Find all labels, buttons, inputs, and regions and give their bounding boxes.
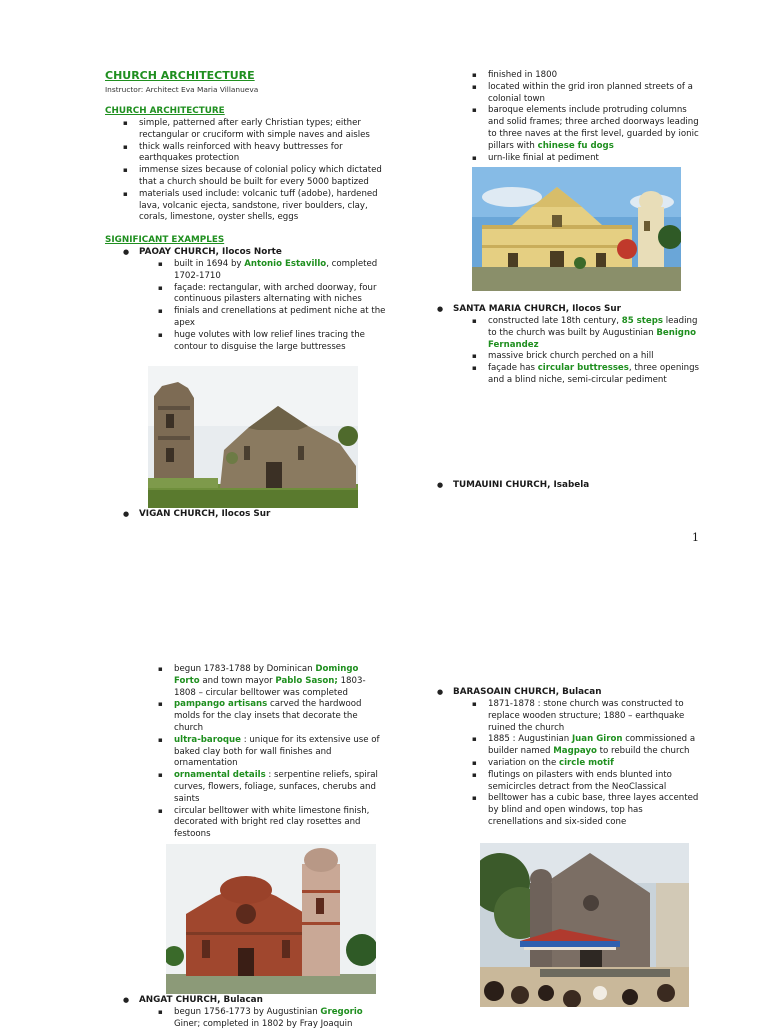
list-item: ▪ urn-like finial at pediment — [488, 153, 700, 165]
list-item: ▪ variation on the circle motif — [488, 758, 700, 770]
list-item: ▪ thick walls reinforced with heavy buttresses for earthquakes protection — [139, 142, 384, 166]
angat-list — [174, 1007, 386, 1031]
list-item: ▪ façade: rectangular, with arched doorway, four continuous pilasters alternating with niches — [174, 283, 386, 307]
list-item: ▪ circular belltower with white limestone finish, decorated with bright red clay rosettes and festoons — [174, 806, 386, 841]
santa-maria-heading: ● SANTA MARIA CHURCH, Ilocos Sur — [453, 304, 713, 316]
list-item: ▪ huge volutes with low relief lines tracing the contour to disguise the large buttresses — [174, 330, 386, 354]
tumauini-heading-list — [453, 480, 713, 492]
barasoain-heading-list — [453, 687, 713, 699]
vigan-heading-list — [139, 509, 399, 521]
paoay-heading: ● PAOAY CHURCH, Ilocos Norte — [139, 247, 399, 259]
santa-maria-list — [488, 316, 700, 387]
instructor-line: Instructor: Architect Eva Maria Villanueva — [105, 85, 259, 94]
list-item: ▪ 1885 : Augustinian Juan Giron commissioned a builder named Magpayo to rebuild the church — [488, 734, 700, 758]
paoay-heading-list — [139, 247, 399, 259]
list-item: ▪ finials and crenellations at pediment niche at the apex — [174, 306, 386, 330]
list-item: ▪ materials used include: volcanic tuff (adobe), hardened lava, volcanic ejecta, sandstone, river boulders, clay, corals, limestone, oyster shells, eggs — [139, 189, 384, 224]
document-title: CHURCH ARCHITECTURE — [105, 69, 255, 82]
examples-heading: SIGNIFICANT EXAMPLES — [105, 235, 225, 245]
paoay-church-photo — [148, 366, 358, 508]
list-item: ▪ flutings on pilasters with ends blunted into semicircles detract from the NeoClassical — [488, 770, 700, 794]
list-item: ▪ located within the grid iron planned streets of a colonial town — [488, 82, 700, 106]
list-item: ▪ pampango artisans carved the hardwood molds for the clay insets that decorate the church — [174, 699, 386, 734]
list-item: ▪ ornamental details : serpentine reliefs, spiral curves, flowers, foliage, sunfaces, cherubs and saints — [174, 770, 386, 805]
section-heading: CHURCH ARCHITECTURE — [105, 106, 225, 116]
list-item: ▪ finished in 1800 — [488, 70, 700, 82]
list-item: ▪ constructed late 18th century, 85 steps leading to the church was built by Augustinian Benigno Fernandez — [488, 316, 700, 351]
list-item: ▪ begun 1783-1788 by Dominican Domingo Forto and town mayor Pablo Sason; 1803-1808 – circular belltower was completed — [174, 664, 386, 699]
santa-maria-heading-list — [453, 304, 713, 316]
list-item: ▪ baroque elements include protruding columns and solid frames; three arched doorways leading to three naves at the first level, guarded by ionic pillars with chinese fu dogs — [488, 105, 700, 152]
list-item: ▪ begun 1756-1773 by Augustinian Gregorio Giner; completed in 1802 by Fray Joaquin — [174, 1007, 386, 1031]
angat-heading: ● ANGAT CHURCH, Bulacan — [139, 995, 399, 1007]
paoay-list — [174, 259, 386, 353]
vigan-church-photo — [472, 167, 681, 291]
list-item: ▪ façade has circular buttresses, three openings and a blind niche, semi-circular pediment — [488, 363, 700, 387]
tumauini-list — [174, 664, 386, 841]
page-number: 1 — [692, 531, 699, 544]
list-item: ▪ 1871-1878 : stone church was constructed to replace wooden structure; 1880 – earthquake ruined the church — [488, 699, 700, 734]
angat-heading-list — [139, 995, 399, 1007]
vigan-heading: ● VIGAN CHURCH, Ilocos Sur — [139, 509, 399, 521]
list-item: ▪ immense sizes because of colonial policy which dictated that a church should be built for every 5000 baptized — [139, 165, 384, 189]
list-item: ▪ massive brick church perched on a hill — [488, 351, 700, 363]
barasoain-list — [488, 699, 700, 829]
list-item: ▪ built in 1694 by Antonio Estavillo, completed 1702-1710 — [174, 259, 386, 283]
list-item: ▪ belltower has a cubic base, three layes accented by blind and open windows, top has crenellations and six-sided cone — [488, 793, 700, 828]
vigan-list — [488, 70, 700, 164]
barasoain-church-photo — [480, 843, 689, 1007]
list-item: ▪ ultra-baroque : unique for its extensive use of baked clay both for wall finishes and ornamentation — [174, 735, 386, 770]
tumauini-heading: ● TUMAUINI CHURCH, Isabela — [453, 480, 713, 492]
list-item: ▪ simple, patterned after early Christian types; either rectangular or cruciform with simple naves and aisles — [139, 118, 384, 142]
barasoain-heading: ● BARASOAIN CHURCH, Bulacan — [453, 687, 713, 699]
features-list — [139, 118, 384, 224]
tumauini-church-photo — [166, 844, 376, 994]
